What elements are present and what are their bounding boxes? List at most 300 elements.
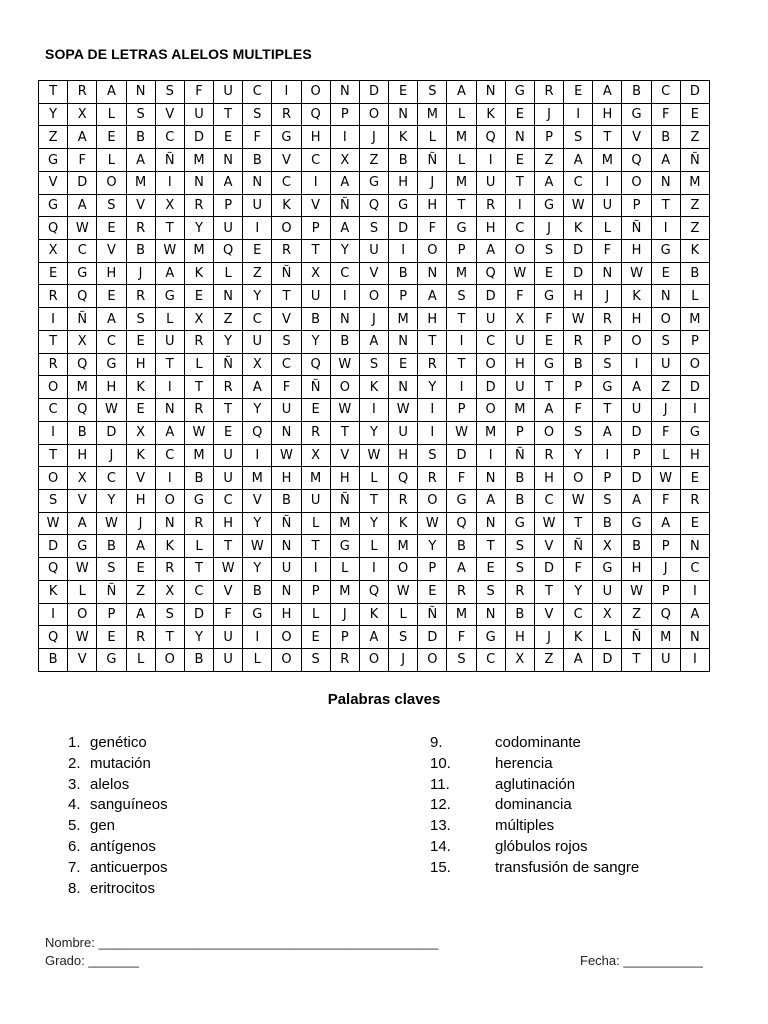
grid-cell: A (593, 81, 622, 104)
grid-cell: E (126, 399, 155, 422)
grid-cell: B (184, 648, 213, 671)
grid-cell: M (447, 262, 476, 285)
grid-cell: M (680, 171, 709, 194)
grid-cell: B (126, 240, 155, 263)
grid-cell: K (564, 626, 593, 649)
worksheet-title: SOPA DE LETRAS ALELOS MULTIPLES (45, 46, 312, 62)
keyword-number: 14. (430, 837, 451, 855)
grid-cell: P (651, 535, 680, 558)
grid-cell: S (155, 81, 184, 104)
grid-cell: S (39, 489, 68, 512)
grid-cell: P (330, 103, 359, 126)
grid-cell: T (593, 399, 622, 422)
keywords-list-right (430, 733, 639, 879)
grid-cell: V (272, 308, 301, 331)
grid-cell: U (389, 421, 418, 444)
grid-cell: R (272, 240, 301, 263)
grid-cell: M (651, 626, 680, 649)
grid-cell: O (39, 467, 68, 490)
word-search-grid (38, 80, 710, 672)
grid-cell: Ñ (272, 262, 301, 285)
grid-cell: T (301, 240, 330, 263)
grid-cell: G (243, 603, 272, 626)
grid-cell: H (389, 444, 418, 467)
grid-cell: D (476, 376, 505, 399)
grid-cell: M (447, 126, 476, 149)
grid-cell: S (97, 194, 126, 217)
grid-cell: L (184, 535, 213, 558)
grid-cell: W (418, 512, 447, 535)
grid-cell: W (97, 399, 126, 422)
grid-cell: D (39, 535, 68, 558)
grid-cell: L (243, 648, 272, 671)
grid-row (39, 285, 710, 308)
grid-cell: W (68, 558, 97, 581)
grid-cell: T (184, 376, 213, 399)
grid-cell: F (564, 558, 593, 581)
grid-cell: P (301, 580, 330, 603)
grid-cell: T (476, 535, 505, 558)
grid-cell: L (301, 603, 330, 626)
grid-cell: Ñ (564, 535, 593, 558)
grid-cell: L (184, 353, 213, 376)
grid-cell: J (126, 512, 155, 535)
grid-cell: Ñ (330, 489, 359, 512)
keyword-item (430, 858, 639, 879)
grid-cell: F (243, 126, 272, 149)
grid-cell: O (272, 217, 301, 240)
grid-row (39, 81, 710, 104)
grid-cell: X (68, 467, 97, 490)
grid-cell: U (476, 308, 505, 331)
grid-cell: K (155, 535, 184, 558)
grid-cell: J (126, 262, 155, 285)
grid-cell: C (564, 171, 593, 194)
grid-cell: E (97, 285, 126, 308)
grid-cell: R (505, 580, 534, 603)
keyword-number: 4. (68, 796, 81, 814)
grid-cell: T (39, 81, 68, 104)
grid-cell: G (359, 171, 388, 194)
keyword-item (430, 754, 639, 775)
grid-cell: S (476, 580, 505, 603)
grid-cell: X (126, 421, 155, 444)
grid-cell: V (330, 444, 359, 467)
grid-cell: Z (243, 262, 272, 285)
grid-cell: Q (68, 285, 97, 308)
grid-cell: I (359, 558, 388, 581)
grid-cell: I (39, 603, 68, 626)
grid-cell: H (622, 558, 651, 581)
grid-cell: S (359, 217, 388, 240)
grid-cell: Y (243, 558, 272, 581)
keyword-word: antígenos (90, 837, 156, 855)
grid-cell: R (301, 421, 330, 444)
grid-cell: X (184, 308, 213, 331)
grid-cell: N (214, 149, 243, 172)
grid-cell: C (184, 580, 213, 603)
grid-cell: H (680, 444, 709, 467)
grid-cell: R (184, 194, 213, 217)
grid-cell: U (272, 558, 301, 581)
grid-cell: N (680, 626, 709, 649)
grid-cell: B (184, 467, 213, 490)
grid-cell: C (214, 489, 243, 512)
grid-cell: W (564, 489, 593, 512)
grid-cell: A (243, 376, 272, 399)
grid-cell: S (418, 81, 447, 104)
grid-cell: H (534, 467, 563, 490)
grid-cell: N (593, 262, 622, 285)
grid-cell: P (622, 194, 651, 217)
grid-cell: N (476, 467, 505, 490)
grid-cell: W (68, 626, 97, 649)
grid-cell: I (359, 399, 388, 422)
grid-cell: Q (476, 262, 505, 285)
grid-cell: I (447, 330, 476, 353)
grid-cell: F (418, 217, 447, 240)
grid-cell: A (622, 489, 651, 512)
grid-cell: G (534, 194, 563, 217)
grid-cell: L (155, 308, 184, 331)
grid-cell: C (301, 149, 330, 172)
grid-cell: Ñ (622, 626, 651, 649)
grid-cell: D (564, 262, 593, 285)
nombre-field[interactable]: Nombre: _______________________________________________ (45, 935, 439, 950)
keyword-item (68, 754, 168, 775)
grid-cell: O (622, 330, 651, 353)
grid-cell: L (680, 285, 709, 308)
grid-cell: I (476, 149, 505, 172)
grid-cell: Z (39, 126, 68, 149)
grid-cell: J (651, 399, 680, 422)
grid-cell: K (359, 603, 388, 626)
grid-cell: E (97, 626, 126, 649)
keyword-word: genético (90, 734, 147, 751)
grid-cell: B (126, 126, 155, 149)
grid-cell: E (680, 467, 709, 490)
grid-cell: G (272, 126, 301, 149)
grid-cell: E (534, 262, 563, 285)
grid-cell: E (418, 580, 447, 603)
grid-cell: T (155, 217, 184, 240)
grid-cell: H (418, 194, 447, 217)
grid-cell: R (68, 81, 97, 104)
grid-cell: I (155, 376, 184, 399)
grid-cell: F (68, 149, 97, 172)
grid-cell: Y (214, 330, 243, 353)
grid-cell: W (68, 217, 97, 240)
grid-cell: H (418, 308, 447, 331)
keyword-number: 12. (430, 796, 451, 814)
grid-cell: T (272, 285, 301, 308)
fecha-field[interactable]: Fecha: ___________ (580, 953, 703, 968)
grid-cell: F (447, 467, 476, 490)
grid-row (39, 626, 710, 649)
grid-cell: M (593, 149, 622, 172)
keyword-number: 9. (430, 734, 443, 751)
grid-cell: M (243, 467, 272, 490)
grid-cell: S (564, 421, 593, 444)
grid-cell: X (301, 262, 330, 285)
grid-cell: I (272, 81, 301, 104)
grid-cell: Q (68, 399, 97, 422)
grid-cell: L (447, 103, 476, 126)
grid-cell: M (184, 444, 213, 467)
grid-cell: A (651, 512, 680, 535)
grid-cell: E (214, 126, 243, 149)
grid-cell: N (243, 171, 272, 194)
grid-cell: K (39, 580, 68, 603)
grid-cell: Y (564, 580, 593, 603)
grid-cell: L (301, 512, 330, 535)
grid-cell: V (68, 489, 97, 512)
grid-cell: G (622, 512, 651, 535)
grid-cell: W (651, 467, 680, 490)
grid-cell: H (476, 217, 505, 240)
grid-cell: Z (126, 580, 155, 603)
grid-cell: E (680, 512, 709, 535)
grid-cell: P (447, 240, 476, 263)
grid-cell: K (272, 194, 301, 217)
grid-cell: G (622, 103, 651, 126)
grid-cell: F (272, 376, 301, 399)
grado-field[interactable]: Grado: _______ (45, 953, 139, 968)
grid-cell: A (359, 626, 388, 649)
grid-cell: I (243, 217, 272, 240)
keyword-item (68, 733, 168, 754)
grid-cell: E (126, 330, 155, 353)
grid-cell: W (505, 262, 534, 285)
grid-cell: G (68, 262, 97, 285)
grid-cell: R (593, 308, 622, 331)
grid-cell: L (126, 648, 155, 671)
grid-cell: J (534, 217, 563, 240)
grid-cell: Ñ (505, 444, 534, 467)
grid-cell: W (330, 399, 359, 422)
grid-cell: S (651, 330, 680, 353)
grid-cell: S (447, 648, 476, 671)
grid-cell: T (534, 580, 563, 603)
grid-cell: S (359, 353, 388, 376)
grid-cell: Q (359, 580, 388, 603)
grid-cell: Q (39, 558, 68, 581)
grid-cell: G (39, 194, 68, 217)
grid-cell: K (389, 126, 418, 149)
grid-cell: C (680, 558, 709, 581)
grid-cell: F (651, 421, 680, 444)
grid-cell: W (534, 512, 563, 535)
grid-cell: N (389, 330, 418, 353)
grid-cell: O (359, 103, 388, 126)
grid-cell: H (505, 626, 534, 649)
grid-cell: X (330, 149, 359, 172)
grid-cell: A (68, 512, 97, 535)
grid-cell: G (389, 194, 418, 217)
grid-cell: R (126, 626, 155, 649)
grid-cell: I (155, 171, 184, 194)
grid-cell: B (651, 126, 680, 149)
grid-row (39, 149, 710, 172)
grid-cell: E (505, 103, 534, 126)
grid-cell: R (126, 285, 155, 308)
grid-cell: T (214, 103, 243, 126)
grid-cell: W (330, 353, 359, 376)
grid-cell: D (593, 648, 622, 671)
grid-cell: H (214, 512, 243, 535)
grid-cell: I (564, 103, 593, 126)
grid-cell: P (505, 421, 534, 444)
grid-cell: C (39, 399, 68, 422)
grid-cell: F (651, 103, 680, 126)
grid-cell: R (272, 103, 301, 126)
grid-cell: S (447, 285, 476, 308)
grid-row (39, 444, 710, 467)
grid-cell: E (97, 126, 126, 149)
grid-cell: N (418, 262, 447, 285)
grid-row (39, 421, 710, 444)
grid-cell: F (651, 489, 680, 512)
grid-cell: D (68, 171, 97, 194)
grid-cell: B (505, 489, 534, 512)
keyword-word: múltiples (495, 817, 555, 835)
grid-cell: M (418, 103, 447, 126)
grid-cell: B (680, 262, 709, 285)
keyword-word: dominancia (495, 796, 572, 814)
grid-cell: Ñ (155, 149, 184, 172)
grid-cell: V (126, 467, 155, 490)
grid-cell: A (447, 81, 476, 104)
grid-cell: P (418, 558, 447, 581)
grid-cell: O (564, 467, 593, 490)
grid-cell: Y (330, 240, 359, 263)
grid-cell: N (155, 512, 184, 535)
grid-cell: A (680, 603, 709, 626)
grid-cell: D (680, 376, 709, 399)
grid-cell: A (126, 603, 155, 626)
grid-row (39, 376, 710, 399)
grid-cell: T (447, 353, 476, 376)
grid-cell: O (534, 421, 563, 444)
grid-cell: I (447, 376, 476, 399)
grid-row (39, 308, 710, 331)
grid-cell: R (564, 330, 593, 353)
keyword-item (430, 816, 639, 837)
keyword-word: transfusión de sangre (495, 858, 640, 876)
grid-cell: Y (359, 512, 388, 535)
grid-cell: H (505, 353, 534, 376)
grid-cell: S (301, 648, 330, 671)
grid-cell: T (330, 421, 359, 444)
grid-cell: Y (243, 285, 272, 308)
grid-cell: U (505, 330, 534, 353)
grid-cell: U (214, 444, 243, 467)
grid-cell: S (126, 308, 155, 331)
grid-cell: Ñ (418, 149, 447, 172)
grid-cell: U (214, 467, 243, 490)
grid-cell: L (359, 535, 388, 558)
grid-cell: J (330, 603, 359, 626)
grid-cell: K (476, 103, 505, 126)
keyword-word: anticuerpos (90, 858, 168, 876)
grid-cell: O (476, 399, 505, 422)
grid-cell: W (272, 444, 301, 467)
grid-cell: Q (243, 421, 272, 444)
grid-cell: G (97, 648, 126, 671)
grid-cell: T (39, 330, 68, 353)
grid-cell: X (301, 444, 330, 467)
grid-cell: Z (680, 126, 709, 149)
grid-cell: S (534, 240, 563, 263)
grid-cell: R (534, 81, 563, 104)
grid-cell: J (389, 648, 418, 671)
grid-cell: R (389, 489, 418, 512)
grid-cell: V (359, 262, 388, 285)
grid-cell: A (622, 376, 651, 399)
grid-cell: V (243, 489, 272, 512)
grid-cell: T (505, 171, 534, 194)
grid-cell: N (476, 81, 505, 104)
grid-cell: E (126, 558, 155, 581)
grid-cell: I (301, 171, 330, 194)
grid-cell: G (476, 626, 505, 649)
grid-cell: F (593, 240, 622, 263)
grid-cell: K (359, 376, 388, 399)
grid-cell: R (680, 489, 709, 512)
grid-cell: W (214, 558, 243, 581)
grid-cell: K (126, 376, 155, 399)
grid-cell: E (564, 81, 593, 104)
keyword-word: herencia (495, 754, 553, 772)
grid-cell: G (505, 81, 534, 104)
grid-cell: U (593, 194, 622, 217)
grid-cell: Ñ (330, 194, 359, 217)
grid-cell: Q (301, 353, 330, 376)
grid-cell: G (593, 558, 622, 581)
grid-cell: D (447, 444, 476, 467)
grid-cell: C (505, 217, 534, 240)
keyword-number: 13. (430, 817, 451, 835)
grid-cell: N (330, 81, 359, 104)
grid-cell: O (68, 603, 97, 626)
keyword-number: 7. (68, 858, 81, 876)
grid-cell: S (505, 558, 534, 581)
grid-cell: R (39, 353, 68, 376)
grid-cell: E (505, 149, 534, 172)
grid-cell: Y (243, 399, 272, 422)
grid-cell: E (39, 262, 68, 285)
grid-cell: O (418, 240, 447, 263)
grid-cell: K (622, 285, 651, 308)
grid-cell: T (534, 376, 563, 399)
grid-cell: V (68, 648, 97, 671)
grid-cell: O (272, 648, 301, 671)
grid-cell: C (476, 330, 505, 353)
grid-cell: U (214, 626, 243, 649)
grid-cell: G (155, 285, 184, 308)
grid-cell: A (155, 262, 184, 285)
grid-cell: V (534, 603, 563, 626)
grid-cell: I (680, 648, 709, 671)
grid-cell: T (622, 648, 651, 671)
grid-cell: T (184, 558, 213, 581)
grid-cell: M (389, 535, 418, 558)
grid-cell: M (447, 171, 476, 194)
grid-cell: Z (651, 376, 680, 399)
grid-cell: Ñ (418, 603, 447, 626)
grid-cell: U (243, 194, 272, 217)
keyword-number: 6. (68, 837, 81, 855)
